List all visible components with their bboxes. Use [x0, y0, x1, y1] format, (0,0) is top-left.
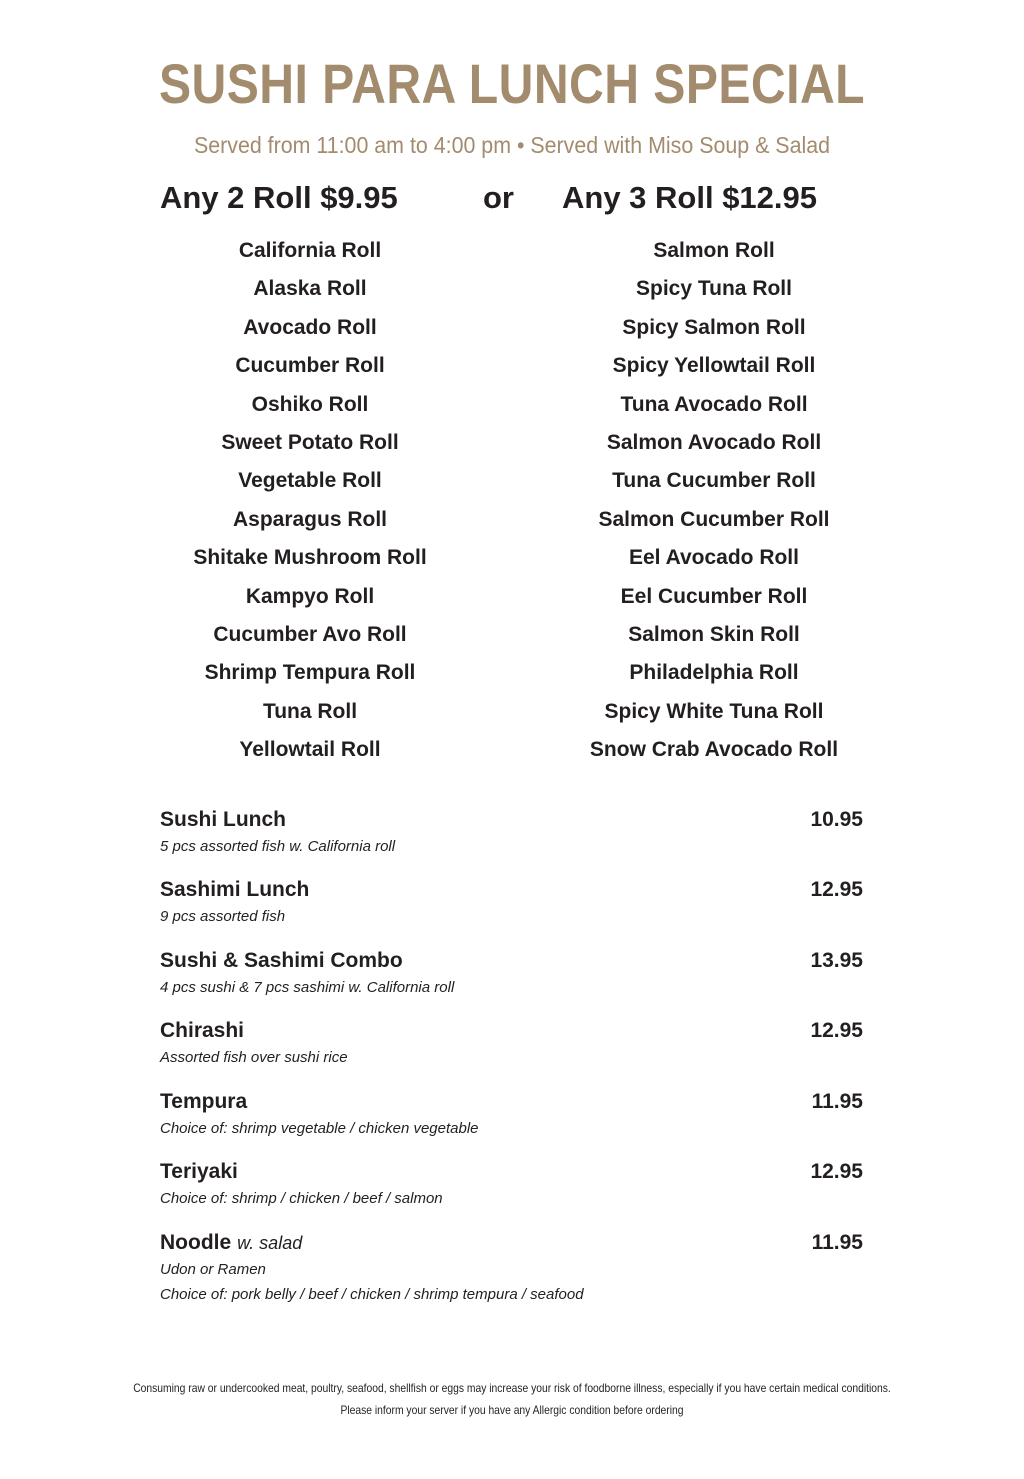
roll-list-right [563, 233, 865, 770]
roll-item: Eel Avocado Roll [629, 546, 799, 570]
roll-item: Salmon Avocado Roll [606, 430, 822, 454]
deal-or-separator: or [483, 180, 514, 215]
item-name: Chirashi [160, 1019, 245, 1042]
menu-item-sushi-lunch [160, 806, 863, 859]
roll-item: Vegetable Roll [238, 469, 382, 493]
roll-item: Tuna Avocado Roll [620, 392, 808, 416]
menu-item-tempura [160, 1088, 863, 1141]
item-description: 9 pcs assorted fish [160, 908, 286, 925]
item-note: w. salad [237, 1233, 303, 1253]
menu-item-teriyaki [160, 1158, 863, 1211]
item-description-choices: Choice of: pork belly / beef / chicken / shrimp tempura / seafood [160, 1286, 584, 1303]
item-price: 12.95 [810, 878, 863, 901]
roll-item: Alaska Roll [253, 277, 367, 301]
roll-item: Salmon Roll [653, 239, 775, 262]
roll-item: Oshiko Roll [251, 392, 369, 416]
roll-item: Spicy Salmon Roll [622, 315, 806, 339]
item-name-row [160, 1229, 863, 1257]
item-price: 10.95 [810, 808, 863, 831]
roll-item: California Roll [238, 239, 382, 262]
item-name: Sushi Lunch [160, 808, 286, 831]
roll-item: Cucumber Roll [235, 354, 385, 378]
menu-item-sushi-sashimi-combo [160, 947, 863, 1000]
roll-item: Sweet Potato Roll [221, 430, 399, 454]
menu-item-sashimi-lunch [160, 876, 863, 929]
menu-item-chirashi [160, 1017, 863, 1070]
item-name: Teriyaki [160, 1160, 238, 1183]
item-name: Noodle [160, 1231, 232, 1254]
item-price: 13.95 [810, 949, 863, 972]
item-price: 11.95 [811, 1090, 863, 1113]
item-description: Choice of: shrimp / chicken / beef / salmon [160, 1190, 443, 1207]
item-description: 4 pcs sushi & 7 pcs sashimi w. California roll [160, 979, 455, 996]
roll-item: Philadelphia Roll [629, 661, 799, 685]
item-name: Sashimi Lunch [160, 878, 310, 901]
roll-item: Avocado Roll [243, 315, 377, 339]
roll-list-left [160, 233, 460, 770]
roll-item: Tuna Cucumber Roll [612, 469, 816, 493]
roll-item: Spicy Yellowtail Roll [612, 354, 816, 378]
item-price: 12.95 [810, 1160, 863, 1183]
food-safety-disclaimer: Consuming raw or undercooked meat, poultry, seafood, shellfish or eggs may increase your risk of foodborne illness, especially if you have certain medical conditions. [133, 1381, 891, 1395]
three-roll-deal: Any 3 Roll $12.95 [562, 180, 818, 215]
roll-item: Spicy Tuna Roll [636, 277, 792, 301]
roll-item: Kampyo Roll [245, 584, 375, 608]
roll-item: Yellowtail Roll [239, 738, 381, 762]
item-description: Assorted fish over sushi rice [160, 1049, 348, 1066]
roll-item: Salmon Cucumber Roll [598, 507, 830, 531]
item-price: 11.95 [811, 1231, 863, 1254]
page-title: SUSHI PARA LUNCH SPECIAL [158, 52, 866, 115]
item-price: 12.95 [810, 1019, 863, 1042]
roll-item: Snow Crab Avocado Roll [589, 738, 839, 762]
roll-item: Cucumber Avo Roll [213, 622, 407, 646]
menu-item-noodle [160, 1229, 863, 1307]
item-description: Choice of: shrimp vegetable / chicken vegetable [160, 1120, 479, 1137]
roll-item: Salmon Skin Roll [628, 622, 800, 646]
roll-item: Shitake Mushroom Roll [193, 546, 427, 570]
two-roll-deal: Any 2 Roll $9.95 [160, 180, 398, 215]
roll-item: Shrimp Tempura Roll [204, 661, 416, 685]
roll-item: Eel Cucumber Roll [620, 584, 808, 608]
roll-item: Asparagus Roll [232, 507, 388, 531]
allergy-notice: Please inform your server if you have any Allergic condition before ordering [340, 1403, 684, 1417]
item-name: Sushi & Sashimi Combo [160, 949, 403, 972]
item-description: Udon or Ramen [160, 1261, 266, 1278]
roll-item: Tuna Roll [262, 699, 358, 723]
roll-item: Spicy White Tuna Roll [604, 699, 824, 723]
item-description: 5 pcs assorted fish w. California roll [160, 838, 396, 855]
page-subtitle: Served from 11:00 am to 4:00 pm • Served with Miso Soup & Salad [193, 132, 831, 158]
item-name: Tempura [160, 1090, 248, 1113]
